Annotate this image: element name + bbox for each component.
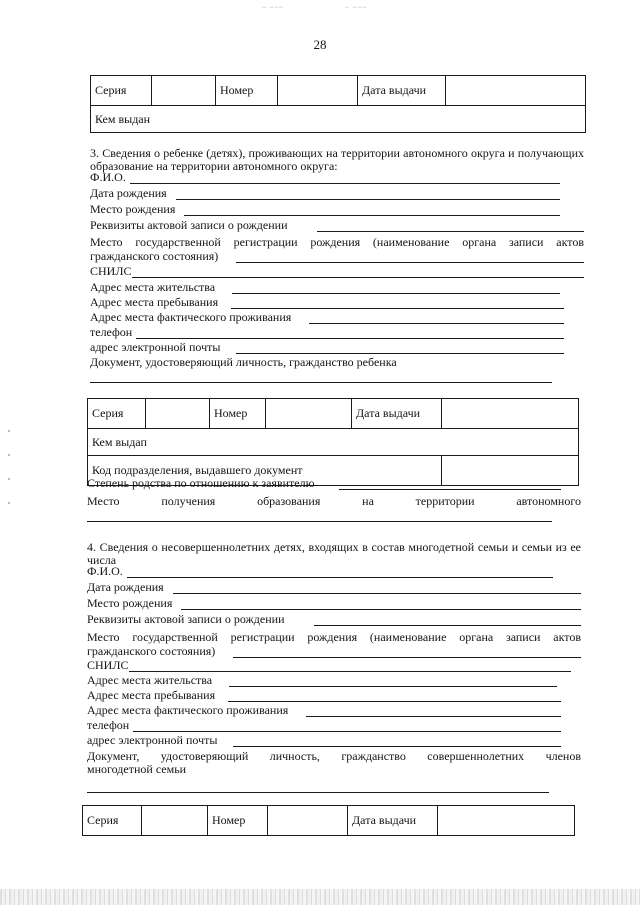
s4-stay-label: Адрес места пребывания: [87, 688, 216, 702]
s4-email-row: [87, 733, 561, 748]
s4-number-value-cell[interactable]: [268, 806, 348, 836]
s3-reg-place-row: [90, 249, 584, 264]
s4-id-word-5: совершеннолетних: [427, 749, 525, 763]
s3-relationship-label: Степень родства по отношению к заявителю: [87, 476, 315, 490]
s3-identity-doc-input-line[interactable]: [90, 382, 552, 383]
series-value-cell[interactable]: [152, 76, 216, 106]
s3-email-input-line[interactable]: [236, 353, 564, 354]
s4-issue-date-value-cell[interactable]: [438, 806, 575, 836]
issued-by-label: Кем выдан: [95, 111, 151, 126]
s3-snils-input-line[interactable]: [132, 277, 584, 278]
s3-snils-label: СНИЛС: [90, 264, 132, 278]
s3-edu-word-1: Место: [87, 494, 120, 508]
s3-email-row: [90, 340, 564, 355]
s4-identity-doc-line2: многодетной семьи: [87, 762, 187, 776]
s4-reg-place-line1: Место государственной регистрации рождения (наименование органа записи актов: [87, 630, 581, 644]
s3-residence-row: [90, 280, 560, 295]
s3-relationship-row: [87, 476, 561, 491]
s4-phone-row: [87, 718, 561, 733]
s4-fio-row: [87, 564, 553, 579]
s4-birth-record-input-line[interactable]: [314, 625, 581, 626]
s3-series-label: Серия: [88, 399, 146, 429]
s3-stay-label: Адрес места пребывания: [90, 295, 219, 309]
s4-id-word-4: гражданство: [341, 749, 406, 763]
issued-by-row[interactable]: [91, 106, 586, 133]
s3-edu-word-4: на: [362, 494, 374, 508]
s3-number-value-cell[interactable]: [266, 399, 352, 429]
s4-birth-date-label: Дата рождения: [87, 580, 164, 594]
section3-heading: 3. Сведения о ребенке (детях), проживающих на территории автономного округа и получающих образование на территории автономного округа:: [90, 146, 584, 173]
s3-issued-by-row[interactable]: [88, 429, 579, 456]
s3-identity-doc-label: Документ, удостоверяющий личность, гражданство ребенка: [90, 355, 397, 369]
s4-identity-doc-line2-row: [87, 762, 561, 777]
s3-relationship-input-line[interactable]: [339, 489, 561, 490]
number-label: Номер: [216, 76, 278, 106]
s3-reg-place-line1: Место государственной регистрации рождения (наименование органа записи актов: [90, 235, 584, 249]
s4-fio-label: Ф.И.О.: [87, 564, 123, 578]
s3-fio-label: Ф.И.О.: [90, 170, 126, 184]
issue-date-label: Дата выдачи: [358, 76, 446, 106]
s4-email-label: адрес электронной почты: [87, 733, 218, 747]
s4-number-label: Номер: [208, 806, 268, 836]
s3-series-value-cell[interactable]: [146, 399, 210, 429]
s4-issue-date-label: Дата выдачи: [348, 806, 438, 836]
s3-phone-row: [90, 325, 564, 340]
s3-phone-label: телефон: [90, 325, 133, 339]
s3-birth-date-row: [90, 186, 560, 201]
s3-number-label: Номер: [210, 399, 266, 429]
s4-birth-date-input-line[interactable]: [173, 593, 581, 594]
s4-fio-input-line[interactable]: [127, 577, 553, 578]
scan-header-mark: ~ ~~~: [262, 4, 284, 12]
s4-residence-input-line[interactable]: [229, 686, 557, 687]
s3-edu-word-3: образования: [257, 494, 321, 508]
scan-header-mark-2: ~ ~~~: [345, 4, 367, 12]
s3-edu-word-5: территории: [415, 494, 475, 508]
s3-residence-label: Адрес места жительства: [90, 280, 216, 294]
s4-id-word-1: Документ,: [87, 749, 140, 763]
s3-email-label: адрес электронной почты: [90, 340, 221, 354]
number-value-cell[interactable]: [278, 76, 358, 106]
s3-document-table: [87, 398, 579, 486]
s4-phone-input-line[interactable]: [133, 731, 561, 732]
s3-issue-date-value-cell[interactable]: [442, 399, 579, 429]
s3-birth-record-row: [90, 218, 584, 233]
s4-reg-place-row: [87, 644, 581, 659]
s3-residence-input-line[interactable]: [232, 293, 560, 294]
s4-document-table: [82, 805, 575, 836]
page-number: 28: [313, 37, 327, 52]
s4-actual-row: [87, 703, 561, 718]
s4-reg-place-line2: гражданского состояния): [87, 644, 216, 658]
s3-division-code-label: Код подразделения, выдавшего документ: [88, 456, 442, 486]
s4-residence-label: Адрес места жительства: [87, 673, 213, 687]
s3-identity-doc-row: [90, 355, 564, 370]
s4-identity-doc-input-line[interactable]: [87, 792, 549, 793]
s4-birth-date-row: [87, 580, 581, 595]
s4-snils-label: СНИЛС: [87, 658, 129, 672]
s4-id-word-2: удостоверяющий: [160, 749, 249, 763]
s3-reg-place-line2: гражданского состояния): [90, 249, 219, 263]
s3-birth-date-label: Дата рождения: [90, 186, 167, 200]
s3-actual-row: [90, 310, 564, 325]
s3-edu-word-6: автономного: [516, 494, 581, 508]
s4-snils-input-line[interactable]: [129, 671, 571, 672]
s3-edu-word-2: получения: [161, 494, 216, 508]
s3-fio-input-line[interactable]: [130, 183, 560, 184]
s4-series-value-cell[interactable]: [142, 806, 208, 836]
scan-margin-noise: [8, 430, 12, 526]
s3-snils-row: [90, 264, 584, 279]
s4-series-label: Серия: [83, 806, 142, 836]
s4-birth-record-label: Реквизиты актовой записи о рождении: [87, 612, 285, 626]
s3-actual-input-line[interactable]: [309, 323, 564, 324]
s3-birth-record-label: Реквизиты актовой записи о рождении: [90, 218, 288, 232]
section4-heading: 4. Сведения о несовершеннолетних детях, входящих в состав многодетной семьи и семьи из ее числа: [87, 540, 581, 567]
s4-birth-record-row: [87, 612, 581, 627]
s3-birth-place-input-line[interactable]: [184, 215, 560, 216]
s3-birth-date-input-line[interactable]: [176, 199, 560, 200]
top-document-table: [90, 75, 586, 133]
s3-issued-by-label: Кем выдап: [92, 434, 147, 449]
s3-education-place-input-line[interactable]: [87, 521, 552, 522]
s3-reg-place-input-line[interactable]: [236, 262, 584, 263]
s3-birth-place-label: Место рождения: [90, 202, 176, 216]
s4-actual-label: Адрес места фактического проживания: [87, 703, 289, 717]
s4-actual-input-line[interactable]: [306, 716, 561, 717]
s4-id-word-6: членов: [545, 749, 581, 763]
s3-fio-row: [90, 170, 560, 185]
s4-snils-row: [87, 658, 571, 673]
s4-email-input-line[interactable]: [233, 746, 561, 747]
s3-birth-place-row: [90, 202, 560, 217]
s3-actual-label: Адрес места фактического проживания: [90, 310, 292, 324]
s3-birth-record-input-line[interactable]: [317, 231, 584, 232]
issue-date-value-cell[interactable]: [446, 76, 586, 106]
s4-birth-place-label: Место рождения: [87, 596, 173, 610]
s3-stay-row: [90, 295, 564, 310]
series-label: Серия: [91, 76, 152, 106]
s4-residence-row: [87, 673, 557, 688]
s3-phone-input-line[interactable]: [136, 338, 564, 339]
s4-birth-place-input-line[interactable]: [181, 609, 581, 610]
s4-stay-input-line[interactable]: [228, 701, 561, 702]
s4-birth-place-row: [87, 596, 581, 611]
s4-phone-label: телефон: [87, 718, 130, 732]
s4-stay-row: [87, 688, 561, 703]
s3-stay-input-line[interactable]: [231, 308, 564, 309]
s3-education-place-row: [87, 494, 581, 509]
s3-issue-date-label: Дата выдачи: [352, 399, 442, 429]
s4-id-word-3: личность,: [269, 749, 320, 763]
scan-bottom-edge: [0, 889, 640, 905]
